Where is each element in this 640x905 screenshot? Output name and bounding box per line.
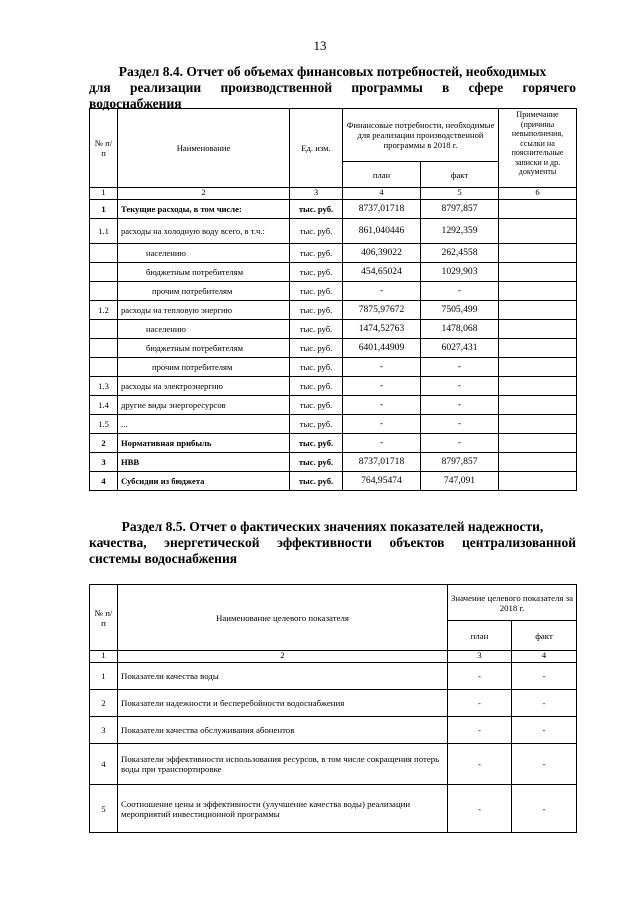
- table-row: [90, 690, 577, 717]
- title-line: системы водоснабжения: [89, 551, 238, 566]
- row-fact: -: [421, 358, 499, 377]
- indicators-table: [89, 584, 577, 833]
- title-line: Раздел 8.4. Отчет об объемах финансовых потребностей, необходимых: [118, 64, 547, 79]
- row-fact: -: [512, 663, 577, 690]
- row-note: [499, 200, 577, 219]
- row-fact: 1029,903: [421, 263, 499, 282]
- col-number: 1: [90, 651, 118, 663]
- row-unit: тыс. руб.: [290, 219, 343, 244]
- title-line: качества, энергетической эффективности объектов централизованной: [89, 535, 576, 550]
- row-number: 3: [90, 717, 118, 744]
- row-unit: тыс. руб.: [290, 282, 343, 301]
- row-number: [90, 282, 118, 301]
- row-number: 1.5: [90, 415, 118, 434]
- header-fact: факт: [512, 621, 577, 651]
- row-name: прочим потребителям: [118, 358, 290, 377]
- row-plan: -: [343, 415, 421, 434]
- header-indicator-name: Наименование целевого показателя: [118, 585, 448, 651]
- row-indicator-name: Показатели надежности и бесперебойности водоснабжения: [118, 690, 448, 717]
- row-number: 1: [90, 200, 118, 219]
- row-unit: тыс. руб.: [290, 244, 343, 263]
- row-note: [499, 453, 577, 472]
- row-fact: -: [512, 744, 577, 785]
- row-number: 1.4: [90, 396, 118, 415]
- row-fact: 747,091: [421, 472, 499, 491]
- row-number: [90, 339, 118, 358]
- section-8-4-title: [89, 64, 576, 112]
- table-row: [90, 377, 577, 396]
- header-plan: план: [343, 162, 421, 188]
- col-number: 1: [90, 188, 118, 200]
- table-row: [90, 434, 577, 453]
- row-unit: тыс. руб.: [290, 396, 343, 415]
- header-financial-needs: Финансовые потребности, необходимые для реализации производственной программы в 2018 г.: [343, 109, 499, 162]
- row-fact: -: [512, 785, 577, 833]
- row-name: прочим потребителям: [118, 282, 290, 301]
- row-plan: -: [343, 377, 421, 396]
- row-name: населению: [118, 320, 290, 339]
- row-fact: 262,4558: [421, 244, 499, 263]
- row-plan: 1474,52763: [343, 320, 421, 339]
- header-plan: план: [448, 621, 512, 651]
- row-plan: 764,95474: [343, 472, 421, 491]
- row-unit: тыс. руб.: [290, 301, 343, 320]
- table-body: [90, 663, 577, 833]
- header-note: Примечание (причины невыполнения, ссылки на пояснительные записки и др. документы: [499, 109, 577, 188]
- row-indicator-name: Показатели качества воды: [118, 663, 448, 690]
- row-number: [90, 244, 118, 263]
- header-name: Наименование: [118, 109, 290, 188]
- row-number: 1.2: [90, 301, 118, 320]
- row-plan: -: [448, 717, 512, 744]
- row-note: [499, 396, 577, 415]
- row-plan: 8737,01718: [343, 200, 421, 219]
- row-plan: -: [343, 434, 421, 453]
- row-plan: -: [448, 663, 512, 690]
- row-fact: 8797,857: [421, 200, 499, 219]
- header-unit: Ед. изм.: [290, 109, 343, 188]
- table-row: [90, 663, 577, 690]
- row-note: [499, 244, 577, 263]
- row-unit: тыс. руб.: [290, 472, 343, 491]
- row-number: 2: [90, 434, 118, 453]
- col-number: 3: [290, 188, 343, 200]
- row-number: 1.3: [90, 377, 118, 396]
- table-row: [90, 358, 577, 377]
- header-no: № п/п: [90, 585, 118, 651]
- row-plan: -: [343, 358, 421, 377]
- table-row: [90, 744, 577, 785]
- row-plan: -: [343, 396, 421, 415]
- table-row: [90, 263, 577, 282]
- row-plan: -: [448, 744, 512, 785]
- row-note: [499, 301, 577, 320]
- table-row: [90, 785, 577, 833]
- row-note: [499, 339, 577, 358]
- row-name: другие виды энергоресурсов: [118, 396, 290, 415]
- row-plan: 861,040446: [343, 219, 421, 244]
- row-fact: -: [421, 377, 499, 396]
- row-plan: -: [343, 282, 421, 301]
- row-number: [90, 358, 118, 377]
- row-name: Текущие расходы, в том числе:: [118, 200, 290, 219]
- row-number: 4: [90, 472, 118, 491]
- table-row: [90, 200, 577, 219]
- row-fact: -: [512, 690, 577, 717]
- row-note: [499, 434, 577, 453]
- row-unit: тыс. руб.: [290, 434, 343, 453]
- row-note: [499, 377, 577, 396]
- col-number: 6: [499, 188, 577, 200]
- row-indicator-name: Показатели качества обслуживания абонентов: [118, 717, 448, 744]
- header-target-value: Значение целевого показателя за 2018 г.: [448, 585, 577, 621]
- row-number: 1: [90, 663, 118, 690]
- row-indicator-name: Соотношение цены и эффективности (улучшение качества воды) реализации мероприятий инвестиционной программы: [118, 785, 448, 833]
- row-name: бюджетным потребителям: [118, 339, 290, 358]
- row-note: [499, 282, 577, 301]
- row-name: бюджетным потребителям: [118, 263, 290, 282]
- row-note: [499, 472, 577, 491]
- row-plan: 454,65024: [343, 263, 421, 282]
- header-no: № п/п: [90, 109, 118, 188]
- row-plan: -: [448, 785, 512, 833]
- row-name: НВВ: [118, 453, 290, 472]
- table-row: [90, 339, 577, 358]
- row-unit: тыс. руб.: [290, 320, 343, 339]
- table-row: [90, 396, 577, 415]
- row-name: населению: [118, 244, 290, 263]
- title-line: Раздел 8.5. Отчет о фактических значениях показателей надежности,: [121, 519, 544, 534]
- header-fact: факт: [421, 162, 499, 188]
- row-note: [499, 320, 577, 339]
- title-line: водоснабжения: [89, 96, 182, 111]
- col-number: 3: [448, 651, 512, 663]
- financial-needs-table: [89, 108, 577, 491]
- row-unit: тыс. руб.: [290, 339, 343, 358]
- row-name: расходы на электроэнергию: [118, 377, 290, 396]
- row-unit: тыс. руб.: [290, 200, 343, 219]
- row-unit: тыс. руб.: [290, 263, 343, 282]
- row-note: [499, 415, 577, 434]
- row-indicator-name: Показатели эффективности использования ресурсов, в том числе сокращения потерь воды при транспортировке: [118, 744, 448, 785]
- title-line: для реализации производственной программы в сфере горячего: [89, 80, 576, 95]
- row-number: [90, 320, 118, 339]
- row-plan: -: [448, 690, 512, 717]
- row-plan: 6401,44909: [343, 339, 421, 358]
- table-row: [90, 453, 577, 472]
- row-fact: -: [421, 434, 499, 453]
- row-unit: тыс. руб.: [290, 358, 343, 377]
- row-note: [499, 263, 577, 282]
- col-number: 2: [118, 188, 290, 200]
- row-name: Субсидии из бюджета: [118, 472, 290, 491]
- table-row: [90, 219, 577, 244]
- col-number: 4: [512, 651, 577, 663]
- table-row: [90, 472, 577, 491]
- row-fact: 6027,431: [421, 339, 499, 358]
- row-fact: -: [421, 415, 499, 434]
- row-number: [90, 263, 118, 282]
- row-name: расходы на тепловую энергию: [118, 301, 290, 320]
- table-row: [90, 415, 577, 434]
- section-8-5-title: [89, 519, 576, 567]
- row-fact: 8797,857: [421, 453, 499, 472]
- col-number: 5: [421, 188, 499, 200]
- row-plan: 7875,97672: [343, 301, 421, 320]
- row-unit: тыс. руб.: [290, 453, 343, 472]
- row-fact: 7505,499: [421, 301, 499, 320]
- row-name: ...: [118, 415, 290, 434]
- row-number: 4: [90, 744, 118, 785]
- table-header: [90, 585, 577, 663]
- row-number: 2: [90, 690, 118, 717]
- row-plan: 406,39022: [343, 244, 421, 263]
- row-fact: 1292,359: [421, 219, 499, 244]
- page-number: 13: [313, 38, 327, 53]
- table-body: [90, 200, 577, 491]
- row-name: Нормативная прибыль: [118, 434, 290, 453]
- row-unit: тыс. руб.: [290, 377, 343, 396]
- row-name: расходы на холодную воду всего, в т.ч.:: [118, 219, 290, 244]
- table-row: [90, 320, 577, 339]
- table-row: [90, 282, 577, 301]
- row-fact: -: [512, 717, 577, 744]
- table-row: [90, 244, 577, 263]
- row-note: [499, 219, 577, 244]
- row-plan: 8737,01718: [343, 453, 421, 472]
- col-number: 4: [343, 188, 421, 200]
- col-number: 2: [118, 651, 448, 663]
- row-unit: тыс. руб.: [290, 415, 343, 434]
- table-header: [90, 109, 577, 200]
- row-fact: 1478,068: [421, 320, 499, 339]
- row-fact: -: [421, 282, 499, 301]
- table-row: [90, 301, 577, 320]
- row-number: 1.1: [90, 219, 118, 244]
- table-row: [90, 717, 577, 744]
- row-fact: -: [421, 396, 499, 415]
- row-number: 5: [90, 785, 118, 833]
- row-number: 3: [90, 453, 118, 472]
- row-note: [499, 358, 577, 377]
